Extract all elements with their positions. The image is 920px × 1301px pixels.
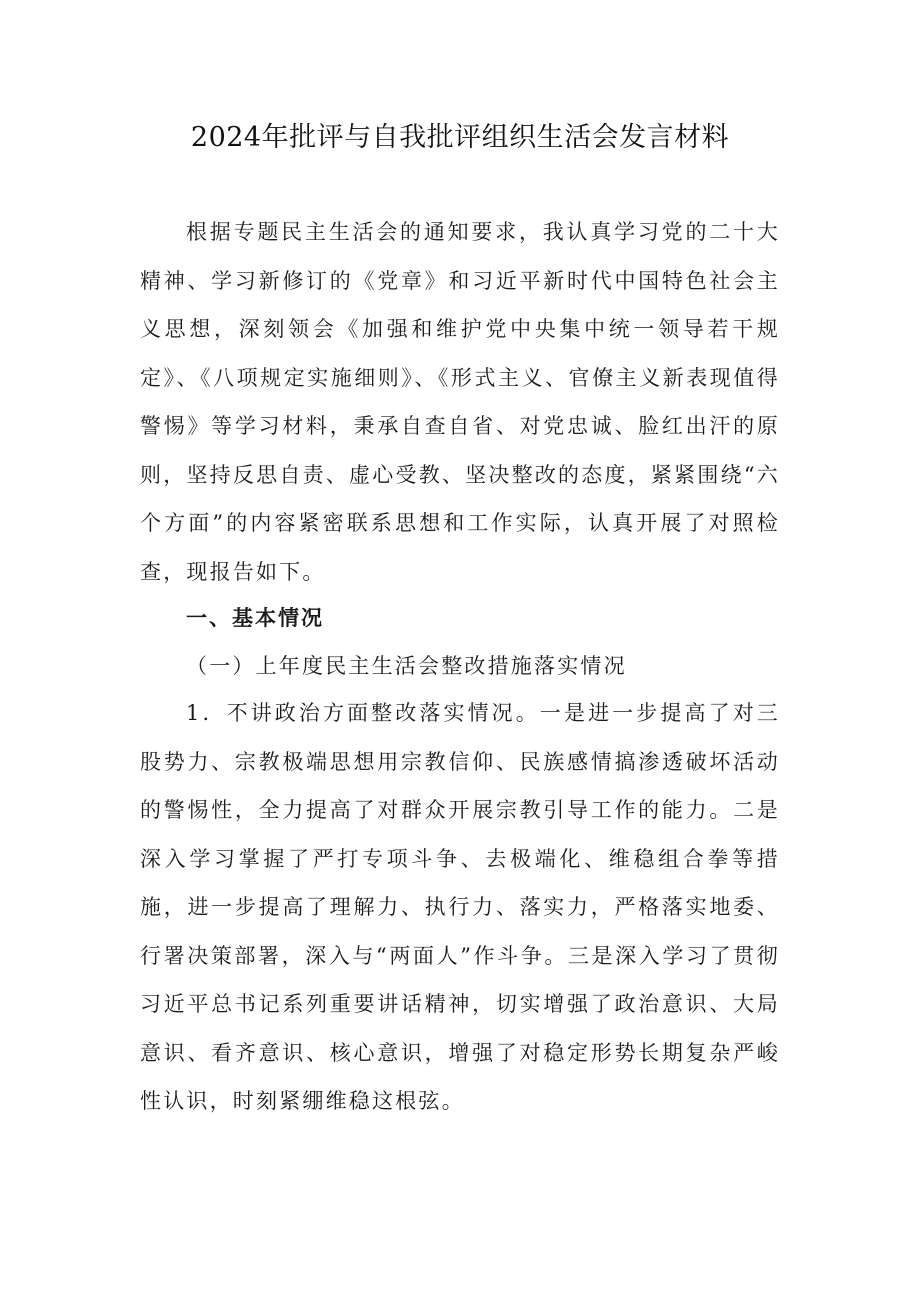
intro-paragraph: 根据专题民主生活会的通知要求，我认真学习党的二十大精神、学习新修订的《党章》和习近平新时代中国特色社会主义思想，深刻领会《加强和维护党中央集中统一领导若干规定》、《八项规定实施细则》、《形式主义、官僚主义新表现值得警惕》等学习材料，秉承自查自省、对党忠诚、脸红出汗的原则，坚持反思自责、虚心受教、坚决整改的态度，紧紧围绕“六个方面”的内容紧密联系思想和工作实际，认真开展了对照检查，现报告如下。 <box>140 220 780 584</box>
document-title: 2024年批评与自我批评组织生活会发言材料 <box>190 122 730 153</box>
subsection-heading-rectification: （一）上年度民主生活会整改措施落实情况 <box>186 654 627 678</box>
section-heading-basic-situation: 一、基本情况 <box>186 605 324 630</box>
point-1-paragraph: 1．不讲政治方面整改落实情况。一是进一步提高了对三股势力、宗教极端思想用宗教信仰、民族感情搞渗透破坏活动的警惕性，全力提高了对群众开展宗教引导工作的能力。二是深入学习掌握了严打专项斗争、去极端化、维稳组合拳等措施，进一步提高了理解力、执行力、落实力，严格落实地委、行署决策部署，深入与“两面人”作斗争。三是深入学习了贯彻习近平总书记系列重要讲话精神，切实增强了政治意识、大局意识、看齐意识、核心意识，增强了对稳定形势长期复杂严峻性认识，时刻紧绷维稳这根弦。 <box>140 701 780 1113</box>
